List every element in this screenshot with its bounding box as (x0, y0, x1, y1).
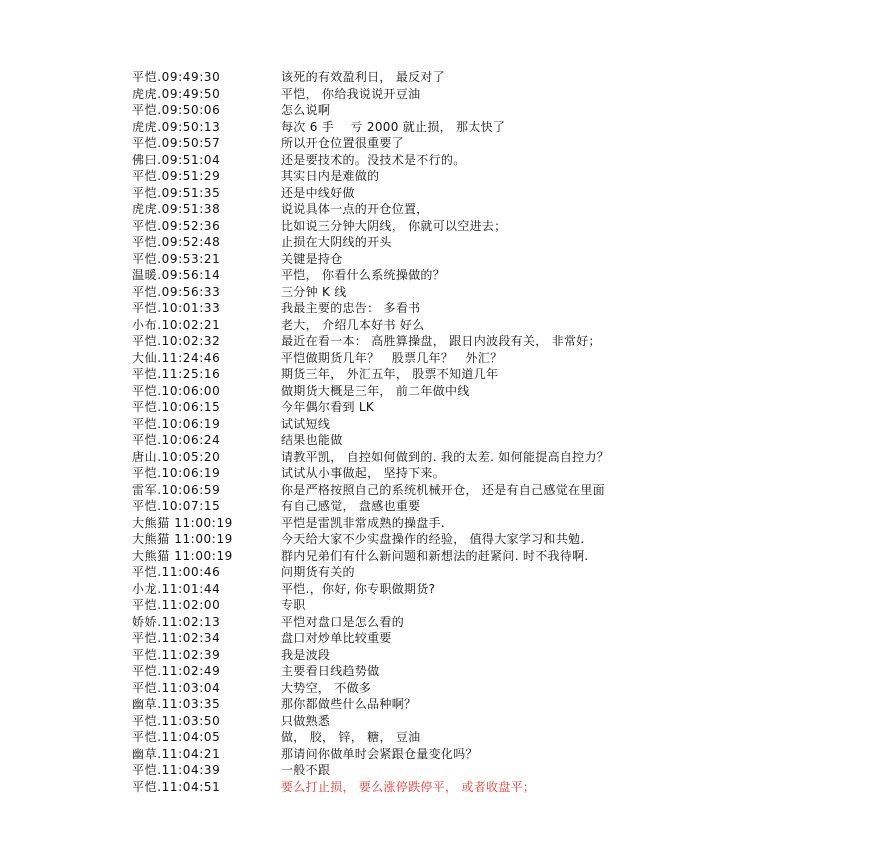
message-text: 那你都做些什么品种啊？ (281, 697, 417, 711)
message-text: 试试短线 (281, 416, 331, 431)
message-text: 今天给大家不少实盘操作的经验， 值得大家学习和共勉. (281, 532, 585, 546)
chat-line (132, 498, 852, 515)
speaker-timestamp: 平恺.10:06:24 (132, 433, 221, 447)
message-text: 那请问你做单时会紧跟仓量变化吗？ (281, 746, 478, 761)
speaker-timestamp: 平恺.09:51:29 (132, 169, 221, 183)
chat-line (132, 69, 852, 86)
chat-line (132, 548, 852, 565)
message-text: 盘口对炒单比较重要 (281, 631, 392, 645)
chat-line (132, 119, 852, 136)
message-text: 该死的有效盈利日， 最反对了 (281, 70, 446, 84)
message-text: 还是要技术的。没技术是不行的。 (281, 152, 466, 167)
speaker-timestamp: 平恺.09:52:36 (132, 218, 221, 233)
chat-line (132, 647, 852, 664)
speaker-timestamp: 平恺.09:56:33 (132, 284, 221, 299)
speaker-timestamp: 平恺.11:02:00 (132, 598, 221, 612)
chat-line (132, 696, 852, 713)
message-text: 有自己感觉， 盘感也重要 (281, 499, 421, 513)
speaker-timestamp: 幽草.11:03:35 (132, 697, 221, 711)
chat-line (132, 333, 852, 350)
chat-line (132, 614, 852, 631)
message-text: 试试从小事做起， 坚持下来。 (281, 466, 446, 480)
speaker-timestamp: 娇娇.11:02:13 (132, 614, 221, 629)
speaker-timestamp: 平恺.10:06:15 (132, 400, 221, 414)
message-text: 群内兄弟们有什么新问题和新想法的赶紧问. 时不我待啊. (281, 548, 589, 563)
chat-line (132, 416, 852, 433)
speaker-timestamp: 平恺.11:00:46 (132, 565, 221, 579)
message-text: 止损在大阴线的开头 (281, 235, 392, 249)
message-text: 一般不跟 (281, 763, 331, 777)
chat-line (132, 234, 852, 251)
message-text: 大势空， 不做多 (281, 680, 372, 695)
chat-line (132, 267, 852, 284)
chat-line (132, 746, 852, 763)
message-text: 问期货有关的 (281, 565, 355, 579)
chat-line (132, 779, 852, 796)
speaker-timestamp: 平恺.11:04:05 (132, 730, 221, 744)
speaker-timestamp: 虎虎.09:49:50 (132, 86, 221, 101)
speaker-timestamp: 平恺.11:25:16 (132, 367, 221, 381)
chat-line (132, 581, 852, 598)
speaker-timestamp: 唐山.10:05:20 (132, 449, 221, 464)
message-text: 平恺做期货几年？ 股票几年？ 外汇？ (281, 350, 503, 365)
chat-line (132, 663, 852, 680)
chat-line (132, 729, 852, 746)
speaker-timestamp: 温暖.09:56:14 (132, 268, 221, 282)
message-text: 比如说三分钟大阴线， 你就可以空进去； (281, 218, 507, 233)
chat-line (132, 449, 852, 466)
message-text: 结果也能做 (281, 433, 343, 447)
chat-line (132, 383, 852, 400)
chat-line (132, 515, 852, 532)
speaker-timestamp: 虎虎.09:50:13 (132, 119, 221, 134)
message-text: 今年偶尔看到 LK (281, 400, 375, 414)
chat-line (132, 152, 852, 169)
chat-line (132, 185, 852, 202)
chat-line (132, 680, 852, 697)
speaker-timestamp: 平恺.10:07:15 (132, 499, 221, 513)
message-text: 三分钟 K 线 (281, 284, 347, 299)
speaker-timestamp: 平恺.10:02:32 (132, 334, 221, 348)
message-text: 只做熟悉 (281, 713, 331, 728)
speaker-timestamp: 平恺.09:51:35 (132, 185, 221, 200)
speaker-timestamp: 平恺.11:04:51 (132, 779, 221, 794)
speaker-timestamp: 平恺.10:06:00 (132, 383, 221, 398)
message-text: 期货三年， 外汇五年， 股票不知道几年 (281, 367, 499, 381)
speaker-timestamp: 平恺.09:50:57 (132, 136, 221, 150)
message-text: 我是波段 (281, 647, 331, 662)
speaker-timestamp: 平恺.11:02:39 (132, 647, 221, 662)
chat-line (132, 168, 852, 185)
chat-line (132, 482, 852, 499)
message-text: 我最主要的忠告： 多看书 (281, 301, 421, 315)
chat-line (132, 366, 852, 383)
chat-line (132, 350, 852, 367)
speaker-timestamp: 大熊猫 11:00:19 (132, 532, 233, 546)
speaker-timestamp: 大熊猫 11:00:19 (132, 515, 233, 530)
speaker-timestamp: 平恺.11:02:49 (132, 664, 221, 678)
speaker-timestamp: 雷军.10:06:59 (132, 482, 221, 497)
message-text: 你是严格按照自己的系统机械开仓， 还是有自己感觉在里面 (281, 482, 605, 497)
speaker-timestamp: 小布.10:02:21 (132, 317, 221, 332)
message-text: 说说具体一点的开仓位置， (281, 202, 429, 216)
chat-line (132, 597, 852, 614)
speaker-timestamp: 平恺.11:04:39 (132, 763, 221, 777)
speaker-timestamp: 佛曰.09:51:04 (132, 152, 221, 167)
speaker-timestamp: 平恺.10:06:19 (132, 416, 221, 431)
chat-line (132, 317, 852, 334)
speaker-timestamp: 大熊猫 11:00:19 (132, 548, 233, 563)
chat-line (132, 713, 852, 730)
message-text: 做， 胶， 锌， 糖， 豆油 (281, 730, 421, 744)
chat-line (132, 399, 852, 416)
chat-log (132, 69, 852, 795)
chat-line (132, 218, 852, 235)
message-text: 平恺， 你给我说说开豆油 (281, 86, 421, 101)
message-text: 最近在看一本： 高胜算操盘， 跟日内波段有关， 非常好； (281, 334, 601, 348)
speaker-timestamp: 平恺.09:50:06 (132, 103, 221, 117)
message-text: 所以开仓位置很重要了 (281, 136, 405, 150)
speaker-timestamp: 大仙.11:24:46 (132, 350, 221, 365)
chat-line (132, 630, 852, 647)
speaker-timestamp: 幽草.11:04:21 (132, 746, 221, 761)
message-text: 主要看日线趋势做 (281, 664, 380, 678)
speaker-timestamp: 平恺.09:53:21 (132, 251, 221, 266)
speaker-timestamp: 平恺.09:49:30 (132, 70, 221, 84)
chat-line (132, 432, 852, 449)
speaker-timestamp: 小龙.11:01:44 (132, 581, 221, 596)
chat-line (132, 201, 852, 218)
speaker-timestamp: 平恺.10:01:33 (132, 301, 221, 315)
chat-line (132, 465, 852, 482)
chat-line (132, 284, 852, 301)
message-text: 老大， 介绍几本好书 好么 (281, 317, 425, 332)
highlighted-message-text: 要么打止损， 要么涨停跌停平， 或者收盘平； (281, 779, 536, 794)
message-text: 做期货大概是三年， 前二年做中线 (281, 383, 470, 398)
chat-line (132, 300, 852, 317)
chat-line (132, 86, 852, 103)
message-text: 关键是持仓 (281, 251, 343, 266)
message-text: 平恺对盘口是怎么看的 (281, 614, 405, 629)
chat-line (132, 762, 852, 779)
message-text: 平恺， 你看什么系统操做的？ (281, 268, 446, 282)
speaker-timestamp: 平恺.09:52:48 (132, 235, 221, 249)
speaker-timestamp: 虎虎.09:51:38 (132, 202, 221, 216)
message-text: 平恺是雷凯非常成熟的操盘手. (281, 515, 446, 530)
message-text: 平恺.，你好, 你专职做期货? (281, 581, 436, 596)
message-text: 怎么说啊 (281, 103, 331, 117)
chat-line (132, 564, 852, 581)
chat-line (132, 531, 852, 548)
message-text: 还是中线好做 (281, 185, 355, 200)
speaker-timestamp: 平恺.11:03:04 (132, 680, 221, 695)
speaker-timestamp: 平恺.11:03:50 (132, 713, 221, 728)
chat-line (132, 135, 852, 152)
speaker-timestamp: 平恺.11:02:34 (132, 631, 221, 645)
chat-line (132, 251, 852, 268)
message-text: 专职 (281, 598, 306, 612)
message-text: 每次 6 手 亏 2000 就止损， 那太快了 (281, 119, 506, 134)
message-text: 请教平凯， 自控如何做到的. 我的太差. 如何能提高自控力？ (281, 449, 610, 464)
message-text: 其实日内是难做的 (281, 169, 380, 183)
chat-line (132, 102, 852, 119)
speaker-timestamp: 平恺.10:06:19 (132, 466, 221, 480)
